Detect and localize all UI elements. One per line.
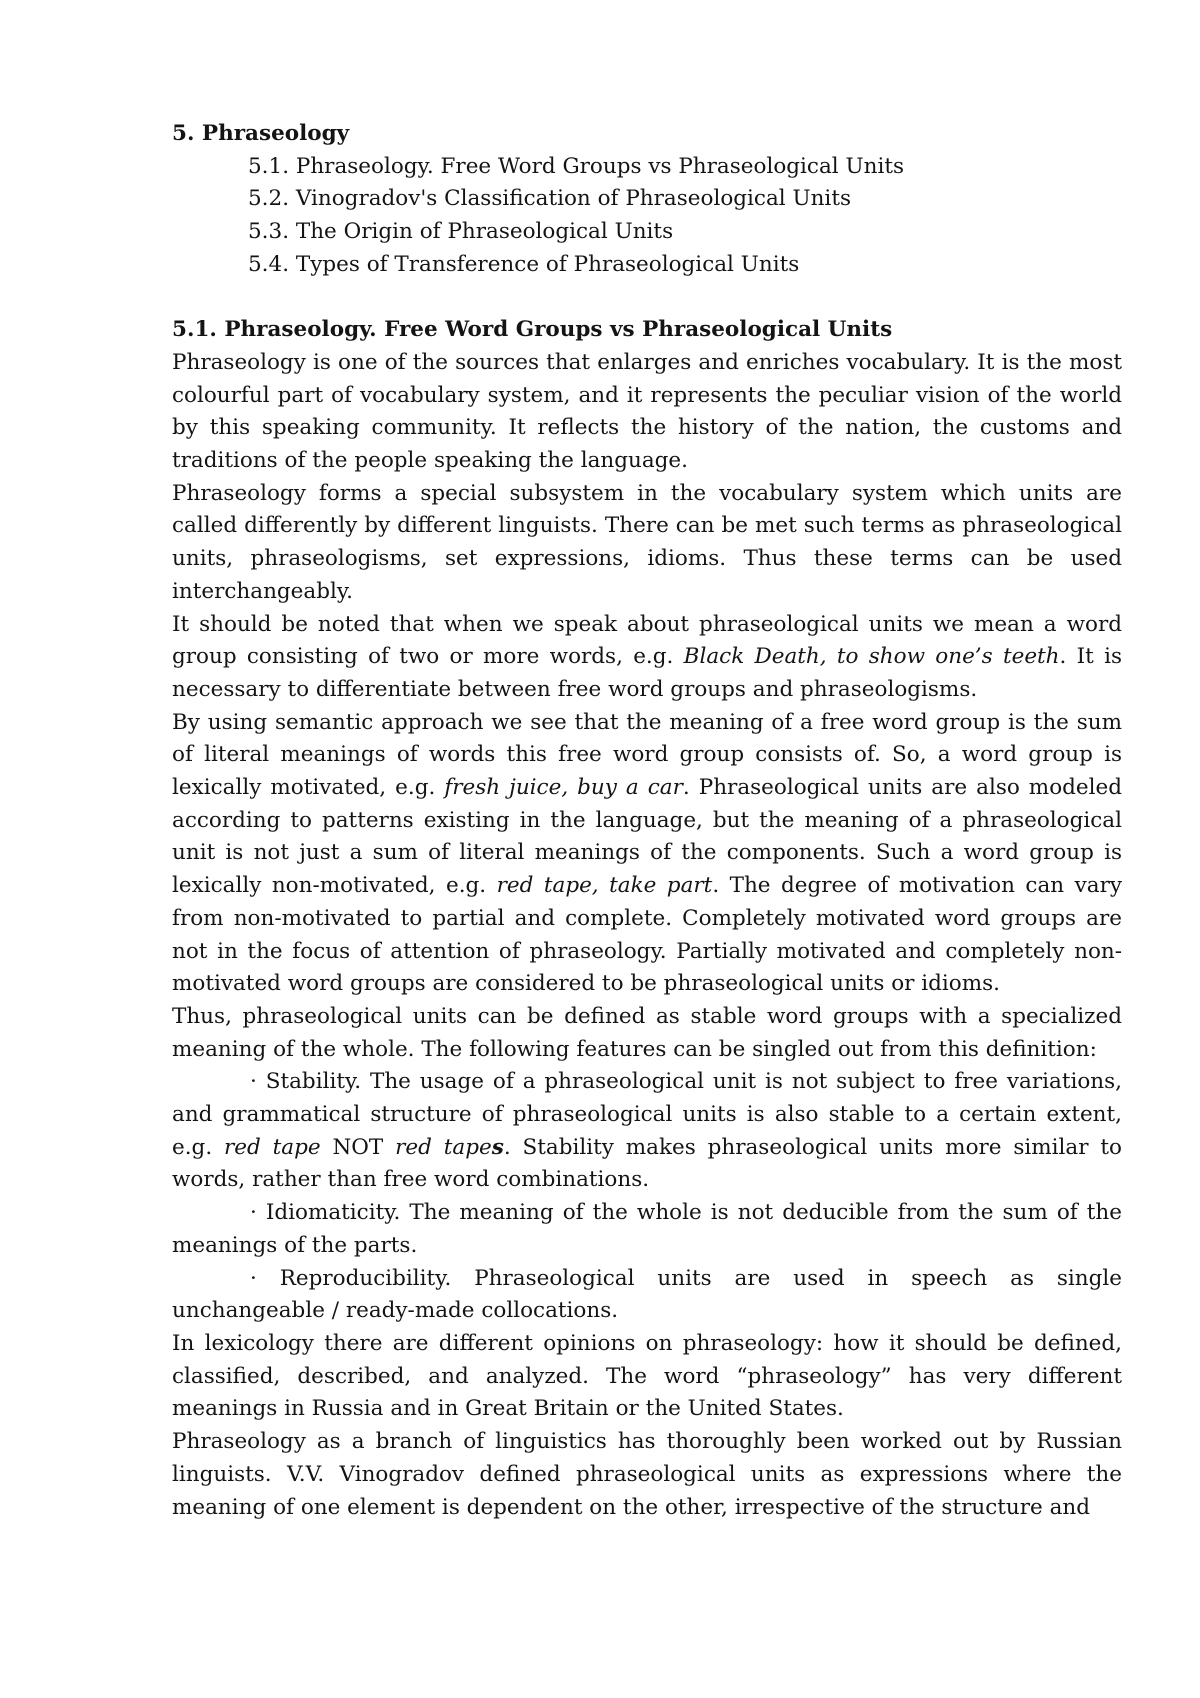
text-run: NOT — [320, 1134, 396, 1160]
example-phrase: Black Death, to show one’s teeth — [683, 644, 1060, 670]
chapter-title: 5. Phraseology — [172, 121, 350, 146]
toc-item: 5.1. Phraseology. Free Word Groups vs Phraseological Units — [248, 153, 904, 179]
table-of-contents — [172, 151, 1122, 282]
paragraph: Phraseology as a branch of linguistics has thoroughly been worked out by Russian linguists. V.V. Vinogradov defined phraseological units as expressions where the meaning of one element is dependent on the other, irrespective of the structure and — [172, 1429, 1122, 1520]
feature-stability — [172, 1066, 1122, 1197]
feature-reproducibility: · Reproducibility. Phraseological units are used in speech as single unchangeable / ready-made collocations. — [172, 1265, 1122, 1324]
plural-suffix: s — [491, 1134, 504, 1160]
example-phrase: red tape — [395, 1134, 492, 1160]
example-phrase: fresh juice, buy a car — [444, 775, 683, 801]
text-run: It should be noted that when we speak about phraseological units we mean a word group consisting of two or more words, e.g. — [172, 611, 1122, 670]
document-page — [172, 118, 1122, 1524]
text-run: . The degree of motivation can vary from non-motivated to partial and complete. Completely motivated word groups are not in the focus of attention of phraseology. Partially motivated and completely non-motivated word groups are considered to be phraseological units or idioms. — [172, 873, 1122, 997]
paragraph — [172, 707, 1122, 1001]
toc-item: 5.2. Vinogradov's Classification of Phraseological Units — [248, 186, 851, 212]
toc-item: 5.3. The Origin of Phraseological Units — [248, 219, 674, 245]
example-phrase: red tape, take part — [496, 873, 713, 899]
paragraph: Thus, phraseological units can be defined as stable word groups with a specialized meaning of the whole. The following features can be singled out from this definition: — [172, 1003, 1122, 1062]
text-run: By using semantic approach we see that the meaning of a free word group is the sum of literal meanings of words this free word group consists of. So, a word group is lexically motivated, e.g. — [172, 709, 1122, 801]
text-run: . Phraseological units are also modeled according to patterns existing in the language, but the meaning of a phraseological unit is not just a sum of literal meanings of the components. Such a word group is lexically non-motivated, e.g. — [172, 775, 1122, 899]
feature-idiomaticity: · Idiomaticity. The meaning of the whole is not deducible from the sum of the meanings of the parts. — [172, 1200, 1122, 1258]
text-run: · Stability. The usage of a phraseological unit is not subject to free variations, and grammatical structure of phraseological units is also stable to a certain extent, e.g. — [172, 1069, 1122, 1160]
paragraph: Phraseology is one of the sources that enlarges and enriches vocabulary. It is the most colourful part of vocabulary system, and it represents the peculiar vision of the world by this speaking community. It reflects the history of the nation, the customs and traditions of the people speaking the language. — [172, 349, 1122, 474]
spacer — [172, 282, 1122, 315]
text-run: . It is necessary to differentiate between free word groups and phraseologisms. — [172, 644, 1122, 702]
example-phrase: red tape — [224, 1134, 321, 1160]
paragraph — [172, 609, 1122, 707]
text-run: . Stability makes phraseological units more similar to words, rather than free word combinations. — [172, 1134, 1122, 1193]
paragraph: In lexicology there are different opinions on phraseology: how it should be defined, classified, described, and analyzed. The word “phraseology” has very different meanings in Russia and in Great Britain or the United States. — [172, 1331, 1122, 1422]
paragraph: Phraseology forms a special subsystem in the vocabulary system which units are called differently by different linguists. There can be met such terms as phraseological units, phraseologisms, set expressions, idioms. Thus these terms can be used interchangeably. — [172, 480, 1122, 604]
section-heading: 5.1. Phraseology. Free Word Groups vs Phraseological Units — [172, 317, 893, 343]
toc-item: 5.4. Types of Transference of Phraseological Units — [248, 251, 800, 277]
